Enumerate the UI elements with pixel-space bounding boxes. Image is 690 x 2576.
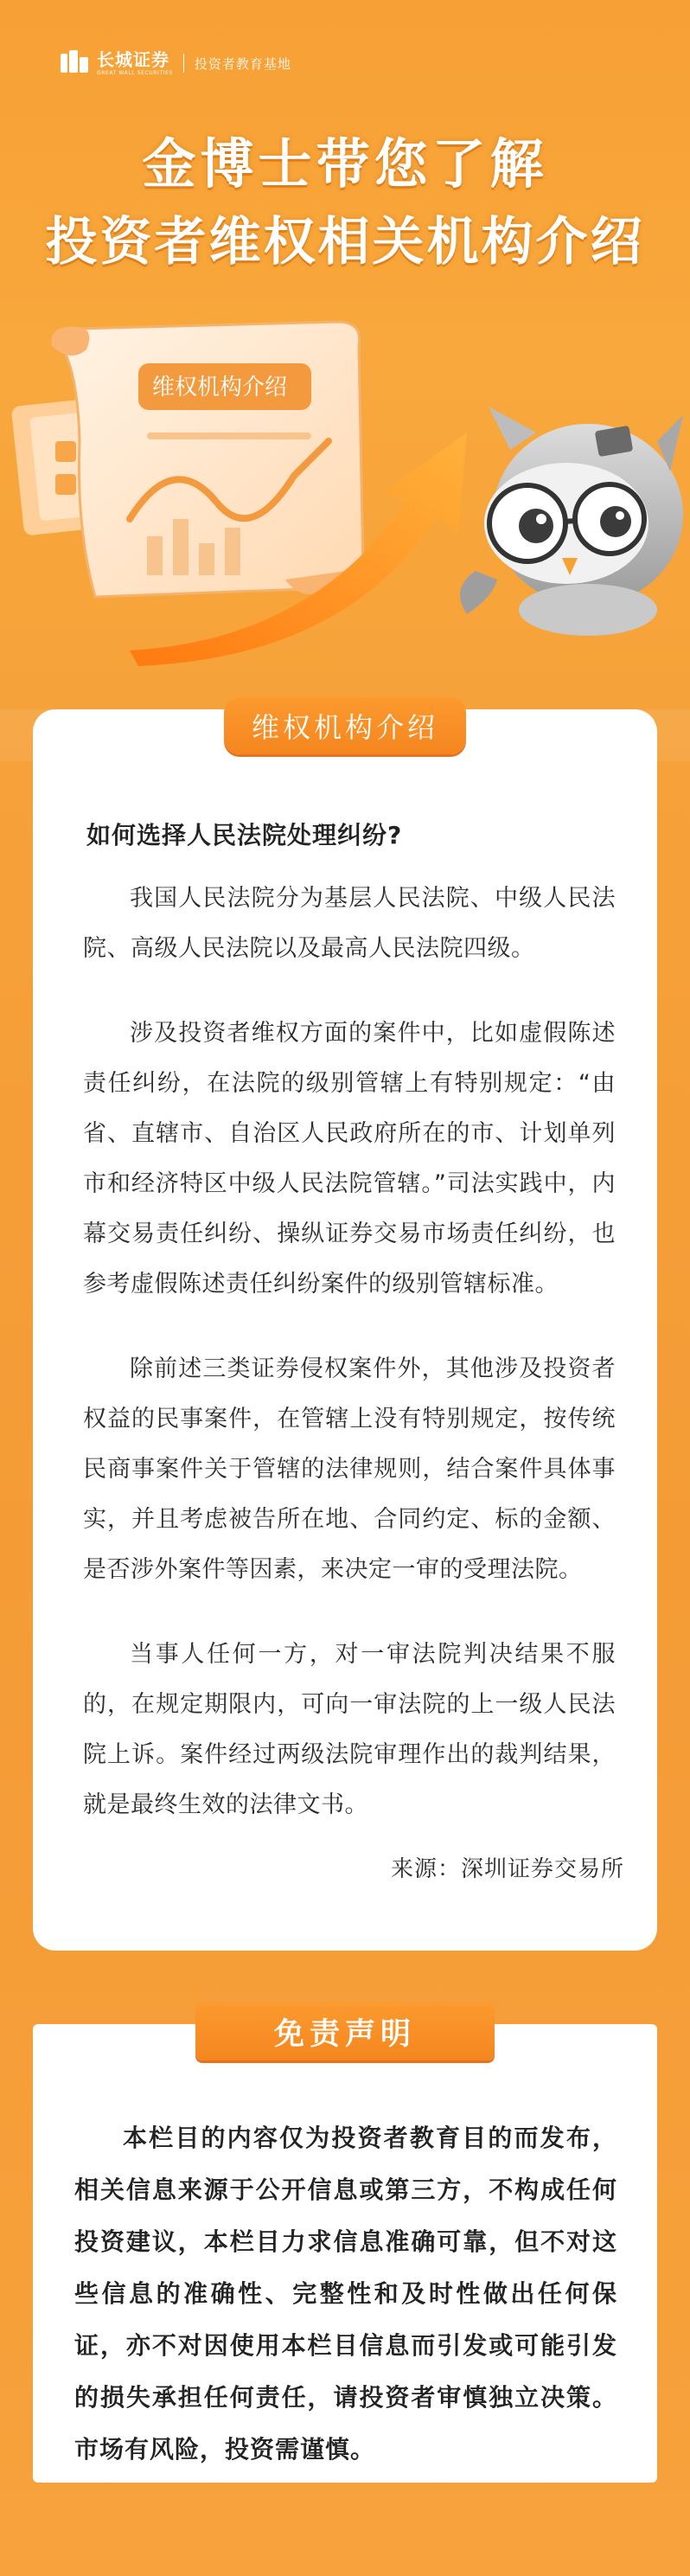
logo-divider — [183, 54, 184, 73]
page-title-line-1: 金博士带您了解 — [142, 132, 548, 195]
paragraph: 涉及投资者维权方面的案件中，比如虚假陈述责任纠纷，在法院的级别管辖上有特别规定：“由省、直辖市、自治区人民政府所在的市、计划单列市和经济特区中级人民法院管辖。”司法实践中，内幕交易责任纠纷、操纵证券交易市场责任纠纷，也参考虚假陈述责任纠纷案件的级别管辖标准。 — [83, 1020, 616, 1298]
disclaimer-card — [33, 2017, 657, 2483]
paragraph: 我国人民法院分为基层人民法院、中级人民法院、高级人民法院以及最高人民法院四级。 — [83, 885, 616, 962]
scroll-label: 维权机构介绍 — [152, 375, 288, 400]
section-tab-disclaimer: 免责声明 — [195, 2003, 495, 2060]
logo-tagline: 投资者教育基地 — [194, 55, 291, 72]
logo-wordmark — [97, 48, 173, 76]
source-note: 来源：深圳证券交易所 — [390, 1856, 624, 1882]
section-tab-institution-intro: 维权机构介绍 — [224, 697, 466, 754]
paragraph: 当事人任何一方，对一审法院判决结果不服的，在规定期限内，可向一审法院的上一级人民法院上诉。案件经过两级法院审理作出的裁判结果，就是最终生效的法律文书。 — [83, 1641, 616, 1818]
great-wall-logo-icon — [61, 50, 90, 76]
disclaimer-text: 本栏目的内容仅为投资者教育目的而发布，相关信息来源于公开信息或第三方，不构成任何投资建议，本栏目力求信息准确可靠，但不对这些信息的准确性、完整性和及时性做出任何保证，亦不对因使用本栏目信息而引发或可能引发的损失承担任何责任，请投资者审慎独立决策。市场有风险，投资需谨慎。 — [74, 2124, 617, 2464]
hero-illustration — [0, 311, 690, 692]
institution-intro-card — [33, 709, 657, 1951]
section-question: 如何选择人民法院处理纠纷? — [86, 821, 403, 849]
logo-english-name: GREAT WALL SECURITIES — [97, 69, 173, 76]
page-title-line-2: 投资者维权相关机构介绍 — [45, 212, 645, 272]
owl-mascot-icon — [460, 407, 683, 636]
scroll-document-icon — [51, 322, 363, 597]
logo-name: 长城证券 — [97, 48, 169, 70]
paragraph: 除前述三类证券侵权案件外，其他涉及投资者权益的民事案件，在管辖上没有特别规定，按传统民商事案件关于管辖的法律规则，结合案件具体事实，并且考虑被告所在地、合同约定、标的金额、是否涉外案件等因素，来决定一审的受理法院。 — [83, 1355, 616, 1583]
article-body — [83, 874, 616, 1865]
brand-logo-bar — [61, 50, 291, 76]
